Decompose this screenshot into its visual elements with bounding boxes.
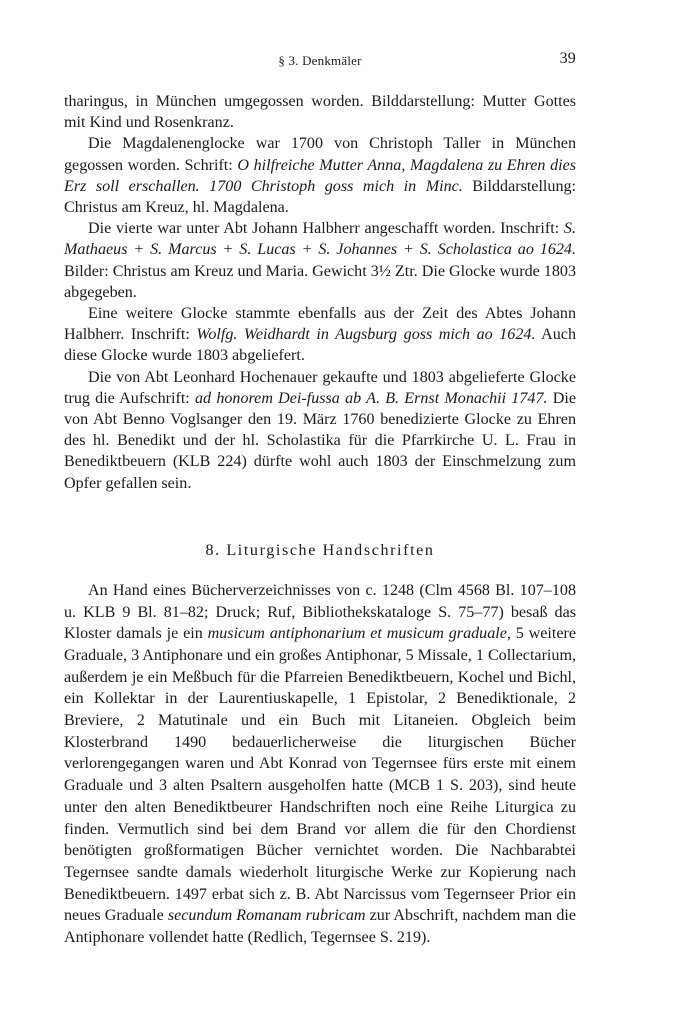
paragraph-magdalenenglocke [64,133,576,218]
paragraph-text: Die vierte war unter Abt Johann Halbherr angeschafft worden. Inschrift: [88,220,564,238]
paragraph-text: Eine weitere Glocke stammte ebenfalls aus der Zeit des Abtes Johann Halbherr. Inschrift: [64,305,576,344]
paragraph-further-bell [64,303,576,367]
page-number: 39 [559,50,576,67]
paragraph-handschriften [64,580,576,949]
paragraph-text: Die von Abt Leonhard Hochenauer gekaufte und 1803 abgelieferte Glocke trug die Aufschrift: [64,368,576,407]
paragraph-text: An Hand eines Bücherverzeichnisses von c. 1248 (Clm 4568 Bl. 107–108 u. KLB 9 Bl. 81–82; Druck; Ruf, Bibliothekskataloge S. 75–77) besaß das Kloster damals je ein [64,581,576,643]
paragraph-text: Die von Abt Benno Voglsanger den 19. März 1760 benedizierte Glocke zu Ehren des hl. Benedikt und der hl. Scholastika für die Pfarrkirche U. L. Frau in Benediktbeuern (KLB 224) dürfte wohl auch 1803 der Einschmelzung zum Opfer gefallen sein. [64,389,576,492]
book-page [64,50,576,949]
inscription-text: S. Mathaeus + S. Marcus + S. Lucas + S. Johannes + S. Scholastica ao 1624. [64,220,576,259]
paragraph-text: Bilddarstellung: Christus am Kreuz, hl. Magdalena. [64,177,577,217]
paragraph-text: tharingus, in München umgegossen worden. Bilddarstellung: Mutter Gottes mit Kind und Rosenkranz. [64,93,576,132]
latin-term: secundum Romanam rubricam [167,907,366,925]
page-body [64,91,576,949]
paragraph-text: zur Abschrift, nachdem man die Antiphonare vollendet hatte (Redlich, Tegernsee S. 219). [64,907,576,947]
inscription-text: ad honorem Dei-fussa ab A. B. Ernst Monachii 1747. [195,389,548,407]
paragraph-fourth-bell [64,218,576,303]
paragraph-text: Bilder: Christus am Kreuz und Maria. Gewicht 3½ Ztr. Die Glocke wurde 1803 abgegeben. [64,262,576,301]
section-heading: 8. Liturgische Handschriften [205,541,435,559]
paragraph-text: Die Magdalenenglocke war 1700 von Christoph Taller in München gegossen worden. Schrift: [64,135,576,174]
inscription-text: Wolfg. Weidhardt in Augsburg goss mich ao 1624. [196,326,536,344]
paragraph-hochenauer-bell [64,367,576,494]
paragraph-text: 5 weitere Graduale, 3 Antiphonare und ein großes Antiphonar, 5 Missale, 1 Collectarium, außerdem je ein Meßbuch für die Pfarreien Benediktbeuern, Kochel und Bichl, ein Kollektar in der Laurentiuskapelle, 1 Epistolar, 2 Benediktionale, 2 Breviere, 2 Matutinale und ein Buch mit Litaneien. Obgleich beim Klosterbrand 1490 bedauerlicherweise die liturgischen Bücher verlorengegangen waren und Abt Konrad von Tegernsee fürs erste mit einem Graduale und 3 alten Psaltern ausgeholfen hatte (MCB 1 S. 203), sind heute unter den alten Benediktbeurer Handschriften noch eine Reihe Liturgica zu finden. Vermutlich sind bei dem Brand vor allem die für den Chordienst benötigten großformatigen Bücher vernichtet worden. Die Nachbarabtei Tegernsee sandte damals wiederholt liturgische Werke zur Kopierung nach Benediktbeuern. 1497 erbat sich z. B. Abt Narcissus vom Tegernseer Prior ein neues Graduale [64,625,577,925]
paragraph-bell-continued [64,91,576,133]
running-head [64,50,576,72]
paragraph-text: Auch diese Glocke wurde 1803 abgeliefert. [64,326,576,365]
section-liturgische-handschriften [64,580,576,949]
inscription-text: O hilfreiche Mutter Anna, Magdalena zu Ehren dies Erz soll erschallen. 1700 Christoph goss mich in Minc. [64,156,576,195]
running-head-section: § 3. Denkmäler [278,53,362,68]
latin-term: musicum antiphonarium et musicum graduale, [207,625,511,643]
